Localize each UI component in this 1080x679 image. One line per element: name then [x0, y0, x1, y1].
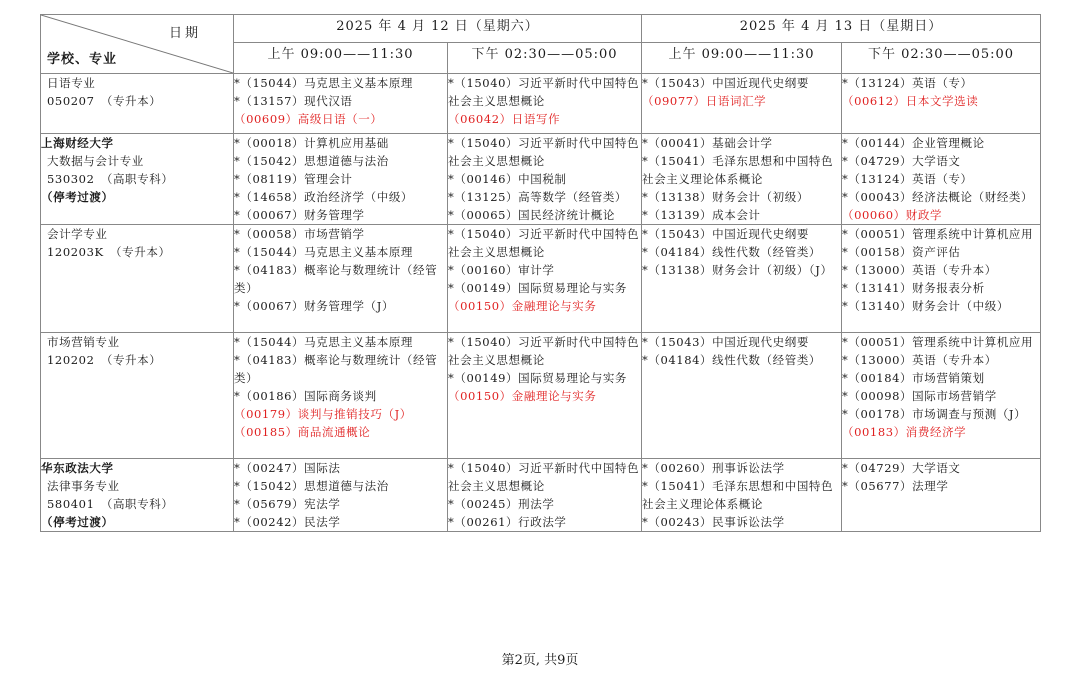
exam-subject: *（00018）计算机应用基础 [234, 136, 389, 150]
exam-subject: *（00067）财务管理学（J） [234, 299, 395, 313]
exam-slot-cell [234, 74, 448, 134]
slot-header-day2-pm: 下午 02:30——05:00 [842, 43, 1041, 74]
exam-subject: （00150）金融理论与实务 [448, 299, 597, 313]
exam-subject: *（15040）习近平新时代中国特色社会主义思想概论 [448, 136, 640, 168]
exam-subject: *（13125）高等数学（经管类） [448, 190, 628, 204]
exam-slot-cell [642, 74, 842, 134]
exam-subject: *（00149）国际贸易理论与实务 [448, 281, 628, 295]
exam-subject: *（00245）刑法学 [448, 497, 555, 511]
exam-slot-cell [448, 459, 642, 532]
exam-slot-cell [642, 459, 842, 532]
exam-subject: *（04183）概率论与数理统计（经管类） [234, 263, 438, 295]
exam-slot-cell [448, 225, 642, 333]
exam-subject: *（15041）毛泽东思想和中国特色社会主义理论体系概论 [642, 154, 834, 186]
exam-subject: *（05677）法理学 [842, 479, 949, 493]
slot-header-day1-am: 上午 09:00——11:30 [234, 43, 448, 74]
slot-header-day1-pm: 下午 02:30——05:00 [448, 43, 642, 74]
exam-subject: *（08119）管理会计 [234, 172, 353, 186]
major-line: 580401 （高职专科） [47, 497, 174, 511]
exam-slot-cell [642, 134, 842, 225]
exam-subject: *（15044）马克思主义基本原理 [234, 335, 414, 349]
exam-slot-cell [234, 225, 448, 333]
exam-subject: *（04729）大学语文 [842, 461, 961, 475]
exam-subject: *（00261）行政法学 [448, 515, 567, 529]
exam-subject: *（15043）中国近现代史纲要 [642, 227, 809, 241]
exam-subject: *（13139）成本会计 [642, 208, 761, 222]
exam-slot-cell [842, 459, 1041, 532]
exam-subject: （00060）财政学 [842, 208, 943, 222]
exam-subject: *（04184）线性代数（经管类） [642, 353, 822, 367]
exam-subject: *（13141）财务报表分析 [842, 281, 985, 295]
exam-subject: *（15044）马克思主义基本原理 [234, 245, 414, 259]
major-line: 120203K （专升本） [47, 245, 171, 259]
exam-subject: *（15040）习近平新时代中国特色社会主义思想概论 [448, 227, 640, 259]
exam-subject: （00150）金融理论与实务 [448, 389, 597, 403]
major-line: 日语专业 [47, 76, 96, 90]
major-line: 大数据与会计专业 [47, 154, 144, 168]
exam-subject: *（00043）经济法概论（财经类） [842, 190, 1034, 204]
major-line: 530302 （高职专科） [47, 172, 174, 186]
school-header-label: 学校、专业 [47, 52, 118, 67]
school-major-cell [41, 74, 234, 134]
exam-subject: *（00242）民法学 [234, 515, 341, 529]
exam-slot-cell [234, 134, 448, 225]
exam-subject: *（00247）国际法 [234, 461, 341, 475]
exam-subject: *（15040）习近平新时代中国特色社会主义思想概论 [448, 461, 640, 493]
school-major-cell [41, 225, 234, 333]
exam-subject: *（15044）马克思主义基本原理 [234, 76, 414, 90]
exam-subject: *（15042）思想道德与法治 [234, 154, 389, 168]
exam-subject: *（04184）线性代数（经管类） [642, 245, 822, 259]
slot-header-day2-am: 上午 09:00——11:30 [642, 43, 842, 74]
exam-subject: *（04729）大学语文 [842, 154, 961, 168]
exam-subject: *（15041）毛泽东思想和中国特色社会主义理论体系概论 [642, 479, 834, 511]
exam-slot-cell [642, 333, 842, 459]
exam-subject: *（13000）英语（专升本） [842, 353, 997, 367]
exam-subject: *（00058）市场营销学 [234, 227, 365, 241]
exam-subject: *（13140）财务会计（中级） [842, 299, 1009, 313]
school-major-cell [41, 333, 234, 459]
exam-slot-cell [448, 134, 642, 225]
exam-subject: *（00098）国际市场营销学 [842, 389, 997, 403]
exam-slot-cell [842, 134, 1041, 225]
exam-subject: （00609）高级日语（一） [234, 112, 383, 126]
exam-subject: *（00260）刑事诉讼法学 [642, 461, 785, 475]
transition-note: （停考过渡） [41, 190, 114, 204]
exam-subject: *（00178）市场调查与预测（J） [842, 407, 1027, 421]
exam-subject: *（13000）英语（专升本） [842, 263, 997, 277]
exam-subject: *（13157）现代汉语 [234, 94, 353, 108]
exam-subject: *（15040）习近平新时代中国特色社会主义思想概论 [448, 335, 640, 367]
university-name: 上海财经大学 [41, 136, 114, 150]
exam-subject: *（15042）思想道德与法治 [234, 479, 389, 493]
exam-slot-cell [234, 459, 448, 532]
university-name: 华东政法大学 [41, 461, 114, 475]
date-header-day2: 2025 年 4 月 13 日（星期日） [642, 15, 1041, 43]
exam-subject: *（00051）管理系统中计算机应用 [842, 335, 1034, 349]
exam-subject: （06042）日语写作 [448, 112, 561, 126]
major-line: 050207 （专升本） [47, 94, 162, 108]
schedule-row [41, 225, 1041, 333]
exam-subject: *（13124）英语（专） [842, 172, 973, 186]
exam-subject: *（15043）中国近现代史纲要 [642, 335, 809, 349]
exam-subject: *（00041）基础会计学 [642, 136, 773, 150]
exam-subject: *（15040）习近平新时代中国特色社会主义思想概论 [448, 76, 640, 108]
major-line: 120202 （专升本） [47, 353, 162, 367]
exam-subject: *（00160）审计学 [448, 263, 555, 277]
date-header-label: 日期 [168, 26, 201, 41]
exam-subject: （09077）日语词汇学 [642, 94, 767, 108]
exam-subject: *（14658）政治经济学（中级） [234, 190, 414, 204]
exam-schedule-table [40, 14, 1041, 532]
schedule-row [41, 74, 1041, 134]
exam-slot-cell [842, 333, 1041, 459]
exam-subject: *（13124）英语（专） [842, 76, 973, 90]
major-line: 市场营销专业 [47, 335, 120, 349]
exam-subject: *（00184）市场营销策划 [842, 371, 985, 385]
exam-subject: *（00067）财务管理学 [234, 208, 365, 222]
exam-subject: *（13138）财务会计（初级） [642, 190, 809, 204]
exam-subject: *（15043）中国近现代史纲要 [642, 76, 809, 90]
exam-subject: *（05679）宪法学 [234, 497, 341, 511]
exam-subject: *（00065）国民经济统计概论 [448, 208, 615, 222]
exam-slot-cell [448, 333, 642, 459]
school-major-cell [41, 459, 234, 532]
schedule-row [41, 333, 1041, 459]
transition-note: （停考过渡） [41, 515, 114, 529]
schedule-body [41, 74, 1041, 532]
exam-subject: （00179）谈判与推销技巧（J） [234, 407, 412, 421]
major-line: 会计学专业 [47, 227, 108, 241]
exam-subject: *（00158）资产评估 [842, 245, 961, 259]
school-major-cell [41, 134, 234, 225]
date-header-day1: 2025 年 4 月 12 日（星期六） [234, 15, 642, 43]
schedule-row [41, 134, 1041, 225]
exam-subject: *（13138）财务会计（初级）（J） [642, 263, 833, 277]
exam-subject: *（04183）概率论与数理统计（经管类） [234, 353, 438, 385]
major-line: 法律事务专业 [47, 479, 120, 493]
exam-slot-cell [234, 333, 448, 459]
exam-subject: *（00146）中国税制 [448, 172, 567, 186]
exam-slot-cell [448, 74, 642, 134]
exam-subject: *（00144）企业管理概论 [842, 136, 985, 150]
exam-slot-cell [642, 225, 842, 333]
page-footer: 第2页, 共9页 [501, 653, 579, 668]
schedule-row [41, 459, 1041, 532]
exam-subject: *（00243）民事诉讼法学 [642, 515, 785, 529]
header-corner-cell [41, 15, 234, 74]
exam-subject: （00183）消费经济学 [842, 425, 967, 439]
exam-subject: *（00186）国际商务谈判 [234, 389, 377, 403]
exam-slot-cell [842, 225, 1041, 333]
exam-subject: （00185）商品流通概论 [234, 425, 371, 439]
exam-subject: *（00149）国际贸易理论与实务 [448, 371, 628, 385]
exam-subject: *（00051）管理系统中计算机应用 [842, 227, 1034, 241]
exam-subject: （00612）日本文学选读 [842, 94, 979, 108]
exam-slot-cell [842, 74, 1041, 134]
